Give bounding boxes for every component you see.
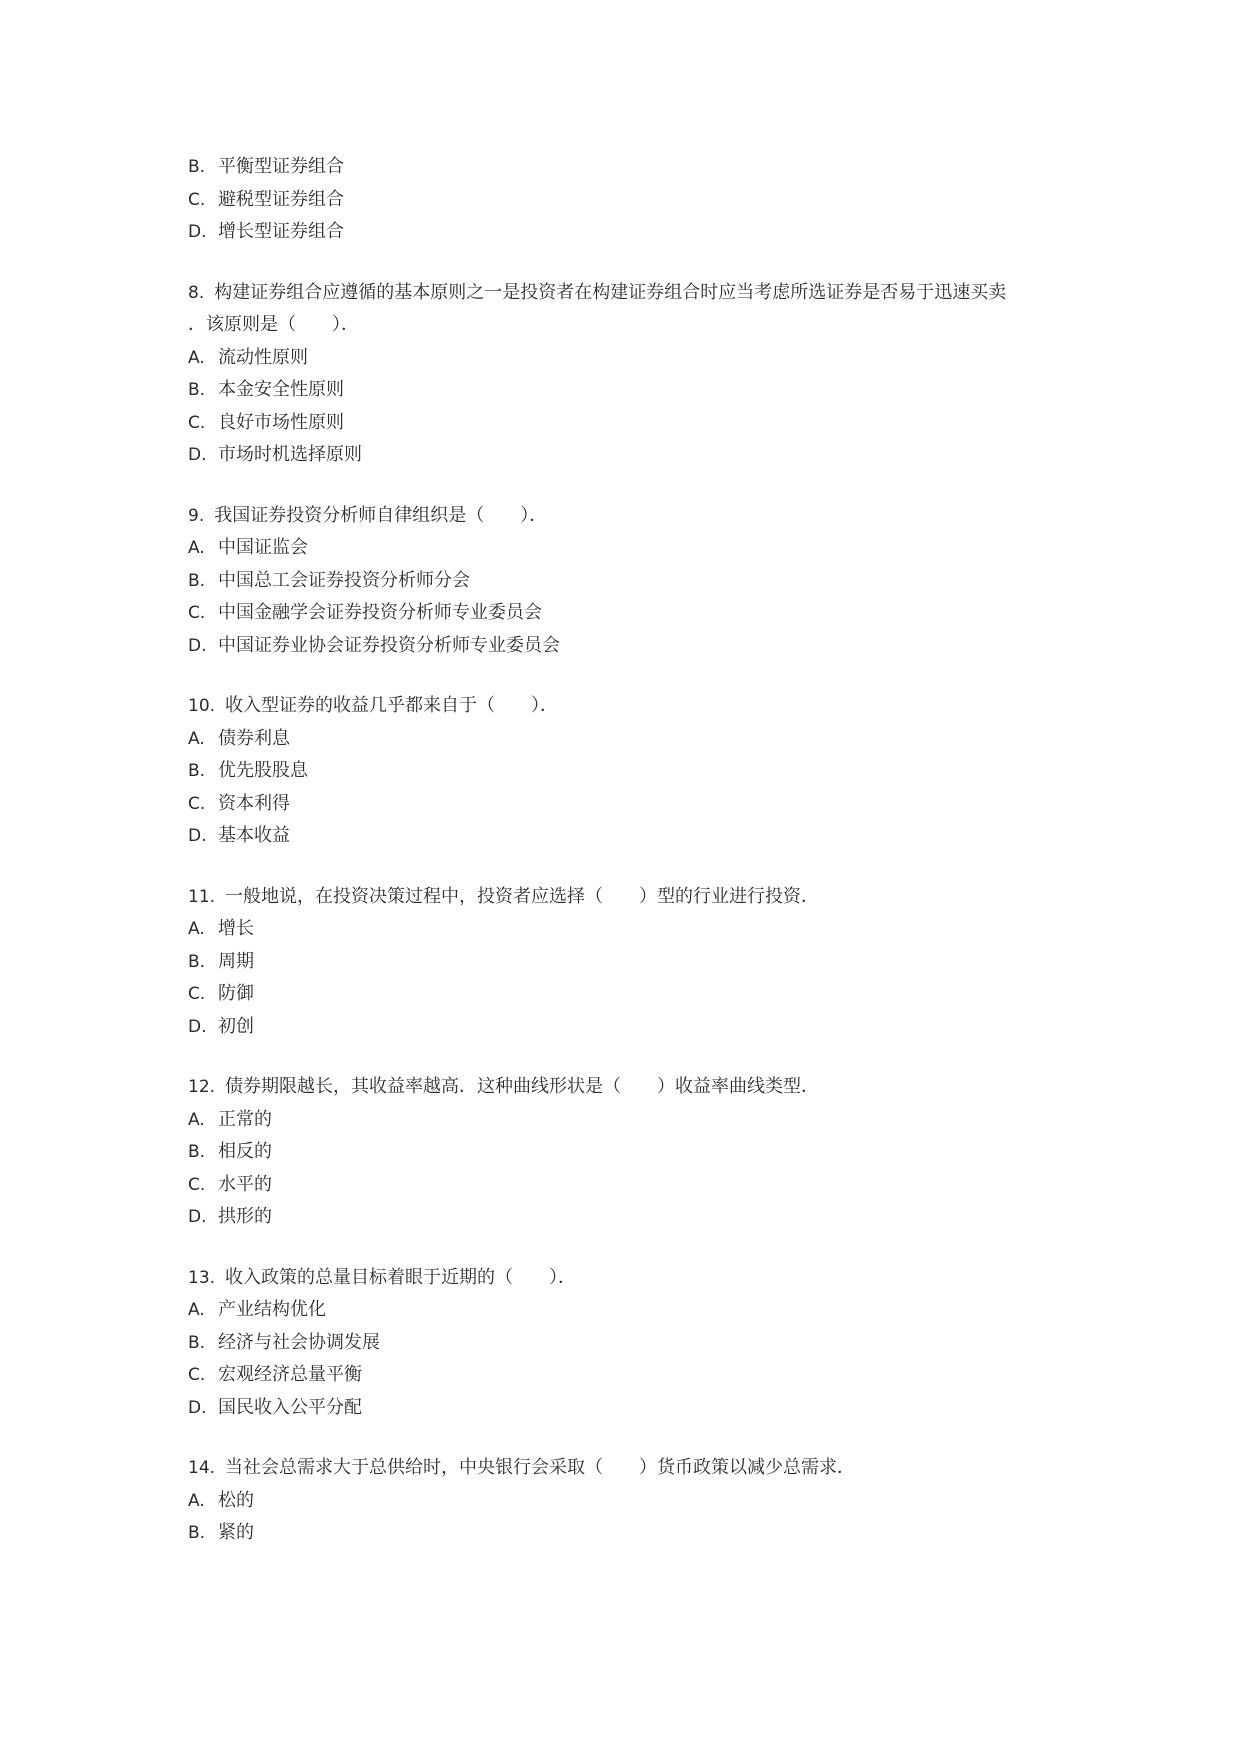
question-text: 当社会总需求大于总供给时，中央银行会采取（ ）货币政策以减少总需求．: [225, 1457, 856, 1478]
question-text: 收入型证券的收益几乎都来自于（ ）．: [225, 695, 559, 716]
option-text: 中国证券业协会证券投资分析师专业委员会: [218, 634, 560, 656]
option-row: [188, 1169, 1068, 1202]
question-block: [188, 277, 1068, 472]
option-letter: A.: [188, 1109, 205, 1130]
option-letter: D.: [188, 445, 207, 465]
option-letter: D.: [188, 635, 207, 656]
option-text: 中国总工会证券投资分析师分会: [218, 569, 470, 591]
option-row: [188, 1485, 1068, 1518]
option-text: 避税型证券组合: [218, 188, 344, 210]
question-stem-continuation: ．该原则是（ ）．: [188, 314, 359, 335]
option-text: 正常的: [218, 1108, 272, 1130]
question-block: [188, 1452, 1068, 1550]
option-row: [188, 630, 1068, 663]
option-letter: C.: [188, 412, 206, 433]
option-letter: D.: [188, 1207, 207, 1227]
option-row: [188, 1327, 1068, 1360]
question-text: 债券期限越长，其收益率越高．这种曲线形状是（ ）收益率曲线类型．: [225, 1076, 820, 1097]
option-text: 优先股股息: [218, 760, 308, 781]
question-text: 我国证券投资分析师自律组织是（ ）．: [214, 504, 548, 526]
option-text: 本金安全性原则: [218, 379, 344, 400]
option-row: [188, 978, 1068, 1011]
question-stem: [188, 277, 1068, 310]
question-block: [188, 1071, 1068, 1234]
option-row: [188, 532, 1068, 565]
option-letter: C.: [188, 1174, 206, 1195]
option-letter: D.: [188, 1397, 207, 1418]
option-text: 松的: [218, 1489, 254, 1511]
option-row: [188, 946, 1068, 979]
option-letter: B.: [188, 380, 206, 400]
question-number: 13.: [188, 1267, 216, 1288]
option-row: [188, 755, 1068, 788]
question-stem: [188, 1071, 1068, 1104]
question-stem: [188, 1262, 1068, 1295]
option-text: 相反的: [218, 1141, 272, 1162]
option-text: 平衡型证券组合: [218, 156, 344, 177]
option-row: [188, 184, 1068, 217]
question-block: [188, 1262, 1068, 1425]
question-number: 14.: [188, 1458, 216, 1478]
continued-question-block: [188, 151, 1068, 249]
option-letter: C.: [188, 189, 206, 210]
question-number: 9.: [188, 505, 205, 526]
option-text: 国民收入公平分配: [218, 1396, 362, 1418]
option-letter: B.: [188, 570, 206, 591]
option-row: [188, 565, 1068, 598]
option-letter: B.: [188, 761, 206, 781]
option-text: 防御: [218, 983, 254, 1004]
question-list: [188, 151, 1068, 1578]
option-letter: D.: [188, 1016, 207, 1037]
option-text: 资本利得: [218, 792, 290, 814]
option-text: 宏观经济总量平衡: [218, 1364, 362, 1385]
option-text: 增长: [218, 918, 254, 939]
option-row: [188, 1294, 1068, 1327]
option-row: [188, 407, 1068, 440]
option-row: [188, 820, 1068, 853]
option-letter: B.: [188, 951, 206, 972]
option-letter: C.: [188, 1365, 206, 1385]
option-letter: A.: [188, 347, 205, 368]
option-text: 水平的: [218, 1173, 272, 1195]
option-letter: C.: [188, 984, 206, 1004]
option-letter: B.: [188, 157, 206, 177]
option-row: [188, 723, 1068, 756]
question-stem: [188, 690, 1068, 723]
option-text: 债券利息: [218, 727, 290, 749]
question-block: [188, 500, 1068, 663]
option-text: 经济与社会协调发展: [218, 1331, 380, 1353]
option-row: [188, 216, 1068, 249]
question-block: [188, 881, 1068, 1044]
question-stem: [188, 500, 1068, 533]
question-text: 收入政策的总量目标着眼于近期的（ ）．: [225, 1266, 577, 1288]
option-row: [188, 788, 1068, 821]
question-number: 11.: [188, 886, 216, 907]
option-letter: B.: [188, 1523, 206, 1543]
option-text: 增长型证券组合: [218, 221, 344, 242]
option-row: [188, 342, 1068, 375]
option-row: [188, 1359, 1068, 1392]
option-row: [188, 1392, 1068, 1425]
option-letter: A.: [188, 919, 205, 939]
option-text: 拱形的: [218, 1206, 272, 1227]
option-row: [188, 913, 1068, 946]
option-text: 中国证监会: [218, 537, 308, 558]
question-text: 构建证券组合应遵循的基本原则之一是投资者在构建证券组合时应当考虑所选证券是否易于迅速买卖: [214, 281, 1007, 303]
option-letter: C.: [188, 793, 206, 814]
option-row: [188, 439, 1068, 472]
option-row: [188, 1104, 1068, 1137]
option-row: [188, 1011, 1068, 1044]
option-row: [188, 1201, 1068, 1234]
option-row: [188, 151, 1068, 184]
option-text: 中国金融学会证券投资分析师专业委员会: [218, 602, 542, 623]
option-text: 基本收益: [218, 825, 290, 846]
option-row: [188, 1136, 1068, 1169]
option-text: 市场时机选择原则: [218, 444, 362, 465]
option-text: 周期: [218, 950, 254, 972]
option-text: 产业结构优化: [218, 1299, 326, 1320]
option-letter: B.: [188, 1332, 206, 1353]
option-row: [188, 1517, 1068, 1550]
option-letter: A.: [188, 728, 205, 749]
option-letter: C.: [188, 603, 206, 623]
option-text: 流动性原则: [218, 346, 308, 368]
option-letter: A.: [188, 538, 205, 558]
question-block: [188, 690, 1068, 853]
option-row: [188, 374, 1068, 407]
option-row: [188, 597, 1068, 630]
question-stem: [188, 1452, 1068, 1485]
option-letter: B.: [188, 1142, 206, 1162]
question-number: 12.: [188, 1077, 216, 1097]
option-text: 紧的: [218, 1522, 254, 1543]
option-letter: A.: [188, 1490, 205, 1511]
option-text: 良好市场性原则: [218, 411, 344, 433]
option-text: 初创: [218, 1015, 254, 1037]
question-number: 10.: [188, 696, 216, 716]
option-letter: D.: [188, 222, 207, 242]
option-letter: D.: [188, 826, 207, 846]
question-stem: [188, 881, 1068, 914]
option-letter: A.: [188, 1300, 205, 1320]
question-text: 一般地说，在投资决策过程中，投资者应选择（ ）型的行业进行投资．: [225, 885, 820, 907]
question-number: 8.: [188, 282, 205, 303]
